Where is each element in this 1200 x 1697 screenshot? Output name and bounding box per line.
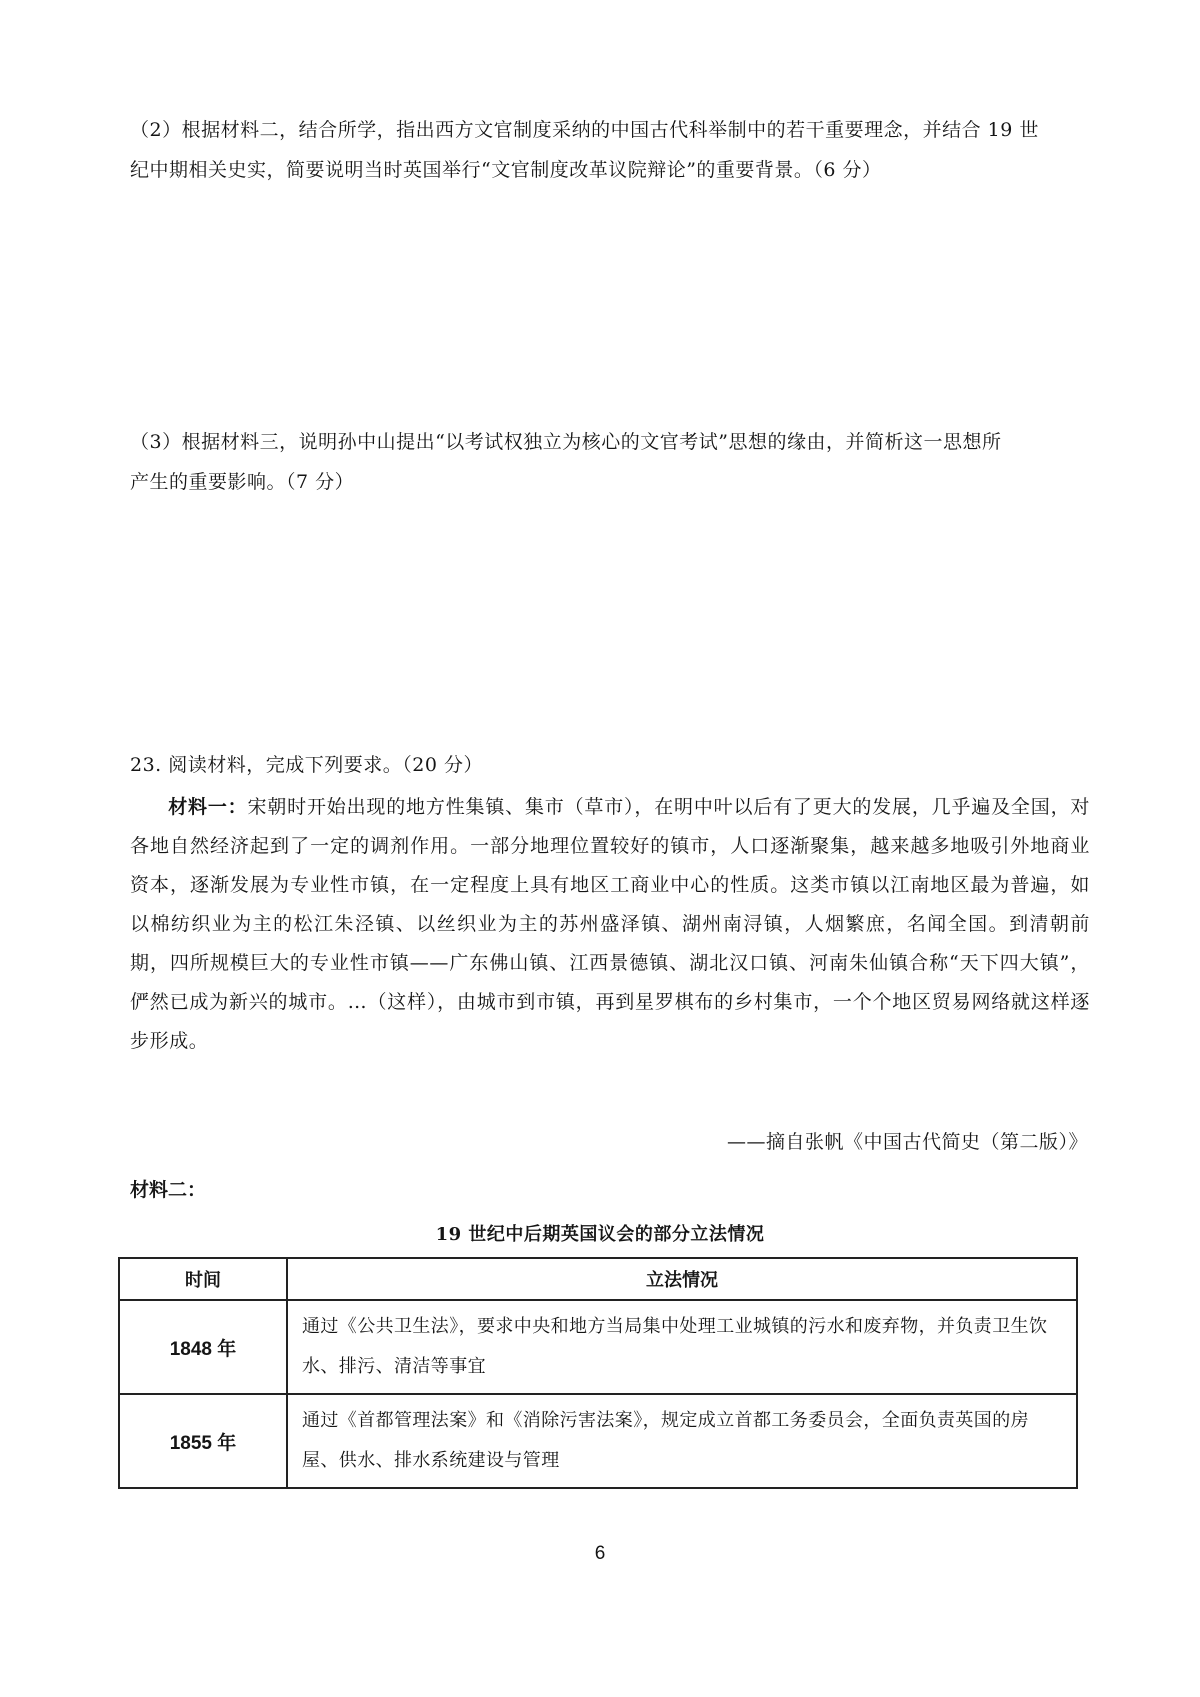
question-3 (130, 422, 1090, 502)
table-cell-year: 1848 年 (119, 1300, 287, 1394)
column-header-time: 时间 (119, 1258, 287, 1300)
question-2-line-2: 纪中期相关史实，简要说明当时英国举行“文官制度改革议院辩论”的重要背景。（6 分） (130, 159, 882, 181)
table-cell-legislation: 通过《首都管理法案》和《消除污害法案》，规定成立首都工务委员会，全面负责英国的房屋、供水、排水系统建设与管理 (287, 1394, 1077, 1488)
question-23-heading: 23. 阅读材料，完成下列要求。（20 分） (130, 754, 483, 776)
legislation-table (118, 1257, 1078, 1489)
question-3-line-1: （3）根据材料三，说明孙中山提出“以考试权独立为核心的文官考试”思想的缘由，并简析这一思想所 (130, 431, 1002, 453)
material-1-text: 宋朝时开始出现的地方性集镇、集市（草市），在明中叶以后有了更大的发展，几乎遍及全国，对各地自然经济起到了一定的调剂作用。一部分地理位置较好的镇市，人口逐渐聚集，越来越多地吸引外地商业资本，逐渐发展为专业性市镇，在一定程度上具有地区工商业中心的性质。这类市镇以江南地区最为普遍，如以棉纺织业为主的松江朱泾镇、以丝织业为主的苏州盛泽镇、湖州南浔镇，人烟繁庶，名闻全国。到清朝前期，四所规模巨大的专业性市镇——广东佛山镇、江西景德镇、湖北汉口镇、河南朱仙镇合称“天下四大镇”，俨然已成为新兴的城市。…（这样），由城市到市镇，再到星罗棋布的乡村集市，一个个地区贸易网络就这样逐步形成。 (130, 796, 1090, 1052)
column-header-legislation: 立法情况 (287, 1258, 1077, 1300)
material-1 (130, 788, 1090, 1061)
question-2-line-1: （2）根据材料二，结合所学，指出西方文官制度采纳的中国古代科举制中的若干重要理念，并结合 19 世 (130, 119, 1039, 141)
material-1-source: ——摘自张帆《中国古代简史（第二版）》 (726, 1131, 1088, 1153)
material-2-label: 材料二： (130, 1179, 207, 1201)
material-1-label: 材料一： (168, 796, 248, 818)
question-3-line-2: 产生的重要影响。（7 分） (130, 471, 355, 493)
table-header-row (119, 1258, 1077, 1300)
table-title: 19 世纪中后期英国议会的部分立法情况 (435, 1224, 765, 1245)
table-row (119, 1300, 1077, 1394)
page-number: 6 (594, 1543, 606, 1564)
table-row (119, 1394, 1077, 1488)
table-cell-year: 1855 年 (119, 1394, 287, 1488)
question-2 (130, 110, 1090, 190)
table-cell-legislation: 通过《公共卫生法》，要求中央和地方当局集中处理工业城镇的污水和废弃物，并负责卫生饮水、排污、清洁等事宜 (287, 1300, 1077, 1394)
